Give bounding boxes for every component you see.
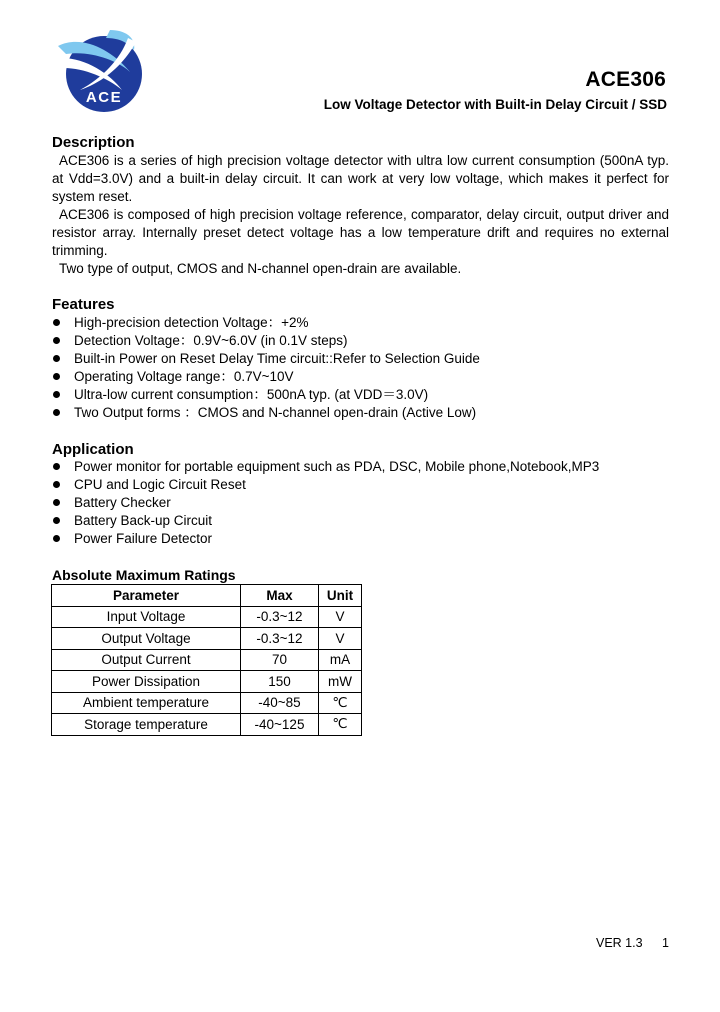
table-row	[52, 606, 362, 628]
table-row	[52, 671, 362, 693]
table-cell: Ambient temperature	[52, 692, 241, 714]
column-header-unit: Unit	[319, 585, 362, 607]
table-cell: Output Voltage	[52, 628, 241, 650]
table-cell: Power Dissipation	[52, 671, 241, 693]
bullet-icon	[53, 391, 60, 398]
bullet-icon	[53, 319, 60, 326]
bullet-icon	[53, 517, 60, 524]
column-header-parameter: Parameter	[52, 585, 241, 607]
table-cell: Output Current	[52, 649, 241, 671]
description-paragraph-3: Two type of output, CMOS and N-channel open-drain are available.	[59, 261, 462, 276]
logo-text: ACE	[85, 89, 123, 106]
application-list	[52, 458, 599, 548]
list-item: Detection Voltage：0.9V~6.0V (in 0.1V steps)	[52, 332, 480, 350]
bullet-icon	[53, 481, 60, 488]
list-item: Power Failure Detector	[52, 530, 599, 548]
bullet-icon	[53, 409, 60, 416]
table-cell: -40~125	[241, 714, 319, 736]
ratings-heading: Absolute Maximum Ratings	[52, 567, 236, 583]
list-item: Built-in Power on Reset Delay Time circuit::Refer to Selection Guide	[52, 350, 480, 368]
table-row	[52, 628, 362, 650]
bullet-icon	[53, 337, 60, 344]
description-paragraph-1: ACE306 is a series of high precision voltage detector with ultra low current consumption (500nA typ. at Vdd=3.0V) and a built-in delay circuit. It can work at very low voltage, which makes it perfect for system reset.	[52, 153, 669, 204]
table-cell: mA	[319, 649, 362, 671]
table-header-row	[52, 585, 362, 607]
page-number: 1	[662, 936, 669, 950]
bullet-icon	[53, 499, 60, 506]
table-cell: ℃	[319, 692, 362, 714]
table-cell: -40~85	[241, 692, 319, 714]
bullet-icon	[53, 463, 60, 470]
application-heading: Application	[52, 441, 134, 458]
table-cell: mW	[319, 671, 362, 693]
table-cell: V	[319, 606, 362, 628]
list-item: High-precision detection Voltage：+2%	[52, 314, 480, 332]
table-cell: 150	[241, 671, 319, 693]
features-heading: Features	[52, 296, 115, 313]
table-cell: Input Voltage	[52, 606, 241, 628]
ace-logo	[52, 28, 152, 114]
list-item: Battery Checker	[52, 494, 599, 512]
bullet-icon	[53, 355, 60, 362]
list-item: Two Output forms ：CMOS and N-channel open-drain (Active Low)	[52, 404, 480, 422]
list-item: Power monitor for portable equipment such as PDA, DSC, Mobile phone,Notebook,MP3	[52, 458, 599, 476]
list-item: Operating Voltage range：0.7V~10V	[52, 368, 480, 386]
product-name: ACE306	[585, 68, 666, 91]
bullet-icon	[53, 535, 60, 542]
list-item: CPU and Logic Circuit Reset	[52, 476, 599, 494]
table-cell: 70	[241, 649, 319, 671]
table-cell: Storage temperature	[52, 714, 241, 736]
table-row	[52, 714, 362, 736]
bullet-icon	[53, 373, 60, 380]
page-footer	[590, 936, 669, 950]
table-row	[52, 692, 362, 714]
list-item: Battery Back-up Circuit	[52, 512, 599, 530]
table-cell: V	[319, 628, 362, 650]
product-subtitle: Low Voltage Detector with Built-in Delay Circuit / SSD	[323, 97, 667, 112]
column-header-max: Max	[241, 585, 319, 607]
table-cell: -0.3~12	[241, 628, 319, 650]
features-list	[52, 314, 480, 422]
list-item: Ultra-low current consumption：500nA typ. (at VDD＝3.0V)	[52, 386, 480, 404]
description-paragraph-2: ACE306 is composed of high precision voltage reference, comparator, delay circuit, output driver and resistor array. Internally preset detect voltage has a low temperature drift and requires no external trimming.	[52, 207, 669, 258]
version-label: VER 1.3	[596, 936, 643, 950]
table-cell: ℃	[319, 714, 362, 736]
table-cell: -0.3~12	[241, 606, 319, 628]
description-heading: Description	[52, 134, 135, 151]
table-row	[52, 649, 362, 671]
ratings-table	[51, 584, 362, 736]
